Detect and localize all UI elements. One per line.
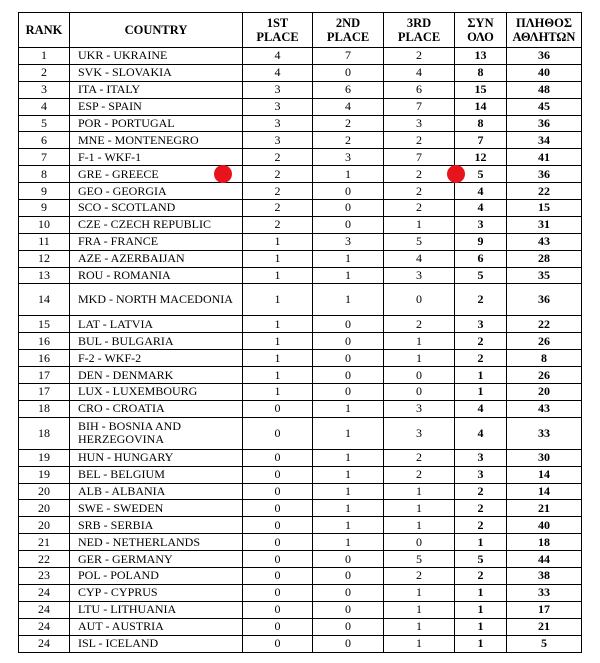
cell-athletes: 35 <box>507 267 582 284</box>
cell-first-place: 1 <box>243 250 313 267</box>
cell-third-place: 1 <box>384 517 455 534</box>
cell-second-place: 1 <box>313 166 384 183</box>
cell-second-place: 0 <box>313 333 384 350</box>
cell-athletes: 18 <box>507 534 582 551</box>
table-row <box>19 500 582 517</box>
cell-third-place: 2 <box>384 48 455 65</box>
cell-country: SVK - SLOVAKIA <box>70 64 243 81</box>
cell-total: 4 <box>455 183 507 200</box>
cell-first-place: 0 <box>243 483 313 500</box>
table-row <box>19 449 582 466</box>
cell-first-place: 0 <box>243 400 313 417</box>
cell-country: ESP - SPAIN <box>70 98 243 115</box>
cell-second-place: 1 <box>313 483 384 500</box>
cell-country: FRA - FRANCE <box>70 233 243 250</box>
cell-second-place: 0 <box>313 618 384 635</box>
cell-second-place: 0 <box>313 216 384 233</box>
cell-total: 8 <box>455 115 507 132</box>
cell-third-place: 3 <box>384 115 455 132</box>
cell-rank: 8 <box>19 166 70 183</box>
cell-rank: 16 <box>19 333 70 350</box>
cell-second-place: 6 <box>313 81 384 98</box>
cell-second-place: 0 <box>313 200 384 217</box>
cell-first-place: 1 <box>243 384 313 401</box>
cell-country: LUX - LUXEMBOURG <box>70 384 243 401</box>
cell-third-place: 2 <box>384 466 455 483</box>
cell-second-place: 0 <box>313 635 384 652</box>
cell-third-place: 1 <box>384 635 455 652</box>
table-row <box>19 284 582 316</box>
cell-third-place: 1 <box>384 584 455 601</box>
cell-third-place: 0 <box>384 284 455 316</box>
cell-country: SRB - SERBIA <box>70 517 243 534</box>
cell-first-place: 0 <box>243 551 313 568</box>
cell-third-place: 2 <box>384 183 455 200</box>
cell-total: 4 <box>455 417 507 449</box>
cell-third-place: 1 <box>384 500 455 517</box>
cell-athletes: 36 <box>507 284 582 316</box>
cell-third-place: 5 <box>384 551 455 568</box>
cell-second-place: 7 <box>313 48 384 65</box>
cell-total: 2 <box>455 333 507 350</box>
cell-rank: 20 <box>19 500 70 517</box>
cell-rank: 21 <box>19 534 70 551</box>
header-total: ΣΥΝ ΟΛΟ <box>455 13 507 48</box>
table-row <box>19 534 582 551</box>
cell-first-place: 2 <box>243 166 313 183</box>
cell-rank: 7 <box>19 149 70 166</box>
cell-first-place: 1 <box>243 267 313 284</box>
cell-athletes: 33 <box>507 417 582 449</box>
cell-total: 2 <box>455 517 507 534</box>
cell-third-place: 5 <box>384 233 455 250</box>
red-dot-marker-left <box>214 165 232 183</box>
cell-third-place: 1 <box>384 350 455 367</box>
cell-rank: 24 <box>19 584 70 601</box>
cell-country: F-2 - WKF-2 <box>70 350 243 367</box>
cell-country: GER - GERMANY <box>70 551 243 568</box>
cell-first-place: 3 <box>243 132 313 149</box>
header-row <box>19 13 582 48</box>
cell-third-place: 2 <box>384 132 455 149</box>
table-row <box>19 618 582 635</box>
table-row <box>19 149 582 166</box>
cell-second-place: 1 <box>313 284 384 316</box>
cell-country: POR - PORTUGAL <box>70 115 243 132</box>
table-row <box>19 517 582 534</box>
cell-rank: 6 <box>19 132 70 149</box>
cell-rank: 20 <box>19 483 70 500</box>
cell-second-place: 1 <box>313 500 384 517</box>
table-row <box>19 132 582 149</box>
cell-total: 7 <box>455 132 507 149</box>
cell-rank: 16 <box>19 350 70 367</box>
cell-athletes: 22 <box>507 316 582 333</box>
cell-first-place: 4 <box>243 48 313 65</box>
cell-country: NED - NETHERLANDS <box>70 534 243 551</box>
table-row <box>19 417 582 449</box>
cell-third-place: 1 <box>384 483 455 500</box>
cell-country: ROU - ROMANIA <box>70 267 243 284</box>
cell-athletes: 40 <box>507 64 582 81</box>
cell-total: 9 <box>455 233 507 250</box>
header-third-place: 3RD PLACE <box>384 13 455 48</box>
cell-second-place: 1 <box>313 534 384 551</box>
cell-third-place: 2 <box>384 449 455 466</box>
cell-second-place: 1 <box>313 267 384 284</box>
cell-first-place: 1 <box>243 233 313 250</box>
cell-rank: 17 <box>19 384 70 401</box>
cell-athletes: 17 <box>507 601 582 618</box>
cell-athletes: 14 <box>507 483 582 500</box>
table-row <box>19 483 582 500</box>
cell-first-place: 0 <box>243 635 313 652</box>
cell-total: 14 <box>455 98 507 115</box>
cell-total: 1 <box>455 618 507 635</box>
cell-total: 5 <box>455 166 507 183</box>
cell-rank: 5 <box>19 115 70 132</box>
table-row <box>19 233 582 250</box>
cell-total: 2 <box>455 284 507 316</box>
cell-rank: 2 <box>19 64 70 81</box>
cell-rank: 24 <box>19 601 70 618</box>
table-row <box>19 183 582 200</box>
cell-country: MKD - NORTH MACEDONIA <box>70 284 243 316</box>
cell-rank: 19 <box>19 466 70 483</box>
red-dot-marker-right <box>447 165 465 183</box>
table-row <box>19 367 582 384</box>
cell-total: 2 <box>455 500 507 517</box>
cell-country: SWE - SWEDEN <box>70 500 243 517</box>
cell-third-place: 7 <box>384 149 455 166</box>
cell-athletes: 44 <box>507 551 582 568</box>
cell-first-place: 1 <box>243 367 313 384</box>
cell-athletes: 36 <box>507 115 582 132</box>
table-row <box>19 466 582 483</box>
cell-rank: 22 <box>19 551 70 568</box>
cell-country: ISL - ICELAND <box>70 635 243 652</box>
cell-country: CYP - CYPRUS <box>70 584 243 601</box>
cell-country: F-1 - WKF-1 <box>70 149 243 166</box>
cell-country: BIH - BOSNIA AND HERZEGOVINA <box>70 417 243 449</box>
table-body <box>19 48 582 653</box>
cell-total: 3 <box>455 449 507 466</box>
cell-athletes: 43 <box>507 233 582 250</box>
cell-athletes: 30 <box>507 449 582 466</box>
cell-athletes: 36 <box>507 48 582 65</box>
cell-country: BEL - BELGIUM <box>70 466 243 483</box>
cell-first-place: 0 <box>243 500 313 517</box>
cell-second-place: 1 <box>313 417 384 449</box>
cell-second-place: 1 <box>313 466 384 483</box>
cell-third-place: 2 <box>384 568 455 585</box>
cell-rank: 23 <box>19 568 70 585</box>
table-row <box>19 64 582 81</box>
cell-total: 6 <box>455 250 507 267</box>
cell-total: 3 <box>455 466 507 483</box>
cell-total: 3 <box>455 216 507 233</box>
cell-first-place: 0 <box>243 534 313 551</box>
cell-first-place: 3 <box>243 115 313 132</box>
table-row <box>19 384 582 401</box>
cell-country: UKR - UKRAINE <box>70 48 243 65</box>
table-row <box>19 200 582 217</box>
cell-athletes: 22 <box>507 183 582 200</box>
cell-total: 2 <box>455 483 507 500</box>
table-row <box>19 350 582 367</box>
cell-rank: 9 <box>19 183 70 200</box>
header-athletes: ΠΛΗΘΟΣ ΑΘΛΗΤΩΝ <box>507 13 582 48</box>
cell-total: 12 <box>455 149 507 166</box>
table-row <box>19 81 582 98</box>
cell-third-place: 0 <box>384 384 455 401</box>
cell-athletes: 41 <box>507 149 582 166</box>
table-row <box>19 316 582 333</box>
cell-athletes: 34 <box>507 132 582 149</box>
cell-total: 8 <box>455 64 507 81</box>
cell-athletes: 8 <box>507 350 582 367</box>
cell-rank: 1 <box>19 48 70 65</box>
table-row <box>19 551 582 568</box>
cell-rank: 20 <box>19 517 70 534</box>
cell-country: MNE - MONTENEGRO <box>70 132 243 149</box>
cell-country: ITA - ITALY <box>70 81 243 98</box>
cell-athletes: 33 <box>507 584 582 601</box>
cell-second-place: 4 <box>313 98 384 115</box>
cell-total: 1 <box>455 384 507 401</box>
medal-table <box>18 12 582 653</box>
cell-first-place: 2 <box>243 216 313 233</box>
cell-second-place: 0 <box>313 551 384 568</box>
cell-country: LAT - LATVIA <box>70 316 243 333</box>
table-row <box>19 635 582 652</box>
cell-rank: 24 <box>19 618 70 635</box>
cell-second-place: 0 <box>313 316 384 333</box>
cell-second-place: 0 <box>313 584 384 601</box>
cell-first-place: 1 <box>243 284 313 316</box>
cell-first-place: 0 <box>243 568 313 585</box>
cell-rank: 13 <box>19 267 70 284</box>
table-row <box>19 216 582 233</box>
cell-total: 1 <box>455 367 507 384</box>
cell-first-place: 2 <box>243 149 313 166</box>
cell-athletes: 21 <box>507 618 582 635</box>
cell-first-place: 1 <box>243 333 313 350</box>
header-first-place: 1ST PLACE <box>243 13 313 48</box>
cell-first-place: 0 <box>243 601 313 618</box>
cell-athletes: 40 <box>507 517 582 534</box>
cell-athletes: 43 <box>507 400 582 417</box>
cell-third-place: 1 <box>384 601 455 618</box>
cell-rank: 10 <box>19 216 70 233</box>
cell-third-place: 4 <box>384 250 455 267</box>
cell-total: 3 <box>455 316 507 333</box>
cell-country: GEO - GEORGIA <box>70 183 243 200</box>
cell-first-place: 1 <box>243 350 313 367</box>
header-rank: RANK <box>19 13 70 48</box>
cell-athletes: 21 <box>507 500 582 517</box>
cell-third-place: 4 <box>384 64 455 81</box>
cell-country: BUL - BULGARIA <box>70 333 243 350</box>
table-row <box>19 601 582 618</box>
cell-third-place: 2 <box>384 166 455 183</box>
header-country: COUNTRY <box>70 13 243 48</box>
table-row <box>19 333 582 350</box>
cell-third-place: 1 <box>384 333 455 350</box>
cell-total: 1 <box>455 584 507 601</box>
cell-third-place: 0 <box>384 367 455 384</box>
cell-second-place: 0 <box>313 64 384 81</box>
cell-athletes: 15 <box>507 200 582 217</box>
cell-first-place: 0 <box>243 417 313 449</box>
cell-rank: 9 <box>19 200 70 217</box>
cell-first-place: 3 <box>243 81 313 98</box>
cell-third-place: 2 <box>384 316 455 333</box>
cell-first-place: 2 <box>243 200 313 217</box>
cell-total: 1 <box>455 601 507 618</box>
cell-first-place: 0 <box>243 449 313 466</box>
cell-rank: 15 <box>19 316 70 333</box>
cell-first-place: 0 <box>243 466 313 483</box>
cell-country: GRE - GREECE <box>70 166 243 183</box>
cell-first-place: 4 <box>243 64 313 81</box>
cell-third-place: 0 <box>384 534 455 551</box>
cell-first-place: 0 <box>243 517 313 534</box>
cell-rank: 17 <box>19 367 70 384</box>
table-row <box>19 166 582 183</box>
cell-first-place: 3 <box>243 98 313 115</box>
cell-rank: 3 <box>19 81 70 98</box>
cell-total: 4 <box>455 200 507 217</box>
cell-second-place: 1 <box>313 400 384 417</box>
cell-total: 4 <box>455 400 507 417</box>
cell-first-place: 2 <box>243 183 313 200</box>
cell-athletes: 26 <box>507 367 582 384</box>
cell-third-place: 3 <box>384 417 455 449</box>
table-row <box>19 584 582 601</box>
cell-second-place: 0 <box>313 350 384 367</box>
cell-total: 5 <box>455 551 507 568</box>
table-row <box>19 400 582 417</box>
cell-second-place: 0 <box>313 367 384 384</box>
cell-third-place: 2 <box>384 200 455 217</box>
table-row <box>19 250 582 267</box>
cell-second-place: 0 <box>313 384 384 401</box>
cell-athletes: 26 <box>507 333 582 350</box>
cell-second-place: 0 <box>313 601 384 618</box>
cell-third-place: 7 <box>384 98 455 115</box>
cell-total: 2 <box>455 568 507 585</box>
cell-second-place: 1 <box>313 449 384 466</box>
cell-athletes: 38 <box>507 568 582 585</box>
cell-rank: 14 <box>19 284 70 316</box>
cell-country: CZE - CZECH REPUBLIC <box>70 216 243 233</box>
cell-first-place: 0 <box>243 618 313 635</box>
cell-second-place: 1 <box>313 250 384 267</box>
cell-total: 1 <box>455 635 507 652</box>
cell-rank: 19 <box>19 449 70 466</box>
cell-country: POL - POLAND <box>70 568 243 585</box>
cell-rank: 12 <box>19 250 70 267</box>
cell-rank: 4 <box>19 98 70 115</box>
cell-rank: 18 <box>19 400 70 417</box>
cell-country: ALB - ALBANIA <box>70 483 243 500</box>
cell-athletes: 20 <box>507 384 582 401</box>
cell-country: CRO - CROATIA <box>70 400 243 417</box>
cell-total: 2 <box>455 350 507 367</box>
cell-athletes: 14 <box>507 466 582 483</box>
table-row <box>19 115 582 132</box>
cell-second-place: 3 <box>313 233 384 250</box>
cell-total: 1 <box>455 534 507 551</box>
cell-athletes: 5 <box>507 635 582 652</box>
cell-second-place: 2 <box>313 132 384 149</box>
cell-third-place: 6 <box>384 81 455 98</box>
cell-country: HUN - HUNGARY <box>70 449 243 466</box>
cell-athletes: 36 <box>507 166 582 183</box>
cell-total: 15 <box>455 81 507 98</box>
cell-rank: 24 <box>19 635 70 652</box>
cell-third-place: 3 <box>384 400 455 417</box>
cell-second-place: 0 <box>313 183 384 200</box>
cell-total: 5 <box>455 267 507 284</box>
cell-first-place: 0 <box>243 584 313 601</box>
cell-second-place: 2 <box>313 115 384 132</box>
cell-athletes: 48 <box>507 81 582 98</box>
cell-country: AUT - AUSTRIA <box>70 618 243 635</box>
cell-rank: 11 <box>19 233 70 250</box>
table-row <box>19 267 582 284</box>
cell-country: SCO - SCOTLAND <box>70 200 243 217</box>
cell-athletes: 28 <box>507 250 582 267</box>
cell-country: AZE - AZERBAIJAN <box>70 250 243 267</box>
cell-first-place: 1 <box>243 316 313 333</box>
table-header <box>19 13 582 48</box>
cell-country: LTU - LITHUANIA <box>70 601 243 618</box>
header-second-place: 2ND PLACE <box>313 13 384 48</box>
cell-third-place: 3 <box>384 267 455 284</box>
cell-country: DEN - DENMARK <box>70 367 243 384</box>
cell-athletes: 31 <box>507 216 582 233</box>
cell-second-place: 1 <box>313 517 384 534</box>
cell-second-place: 3 <box>313 149 384 166</box>
cell-total: 13 <box>455 48 507 65</box>
cell-athletes: 45 <box>507 98 582 115</box>
cell-rank: 18 <box>19 417 70 449</box>
cell-third-place: 1 <box>384 618 455 635</box>
table-row <box>19 98 582 115</box>
cell-second-place: 0 <box>313 568 384 585</box>
cell-third-place: 1 <box>384 216 455 233</box>
table-row <box>19 568 582 585</box>
table-row <box>19 48 582 65</box>
